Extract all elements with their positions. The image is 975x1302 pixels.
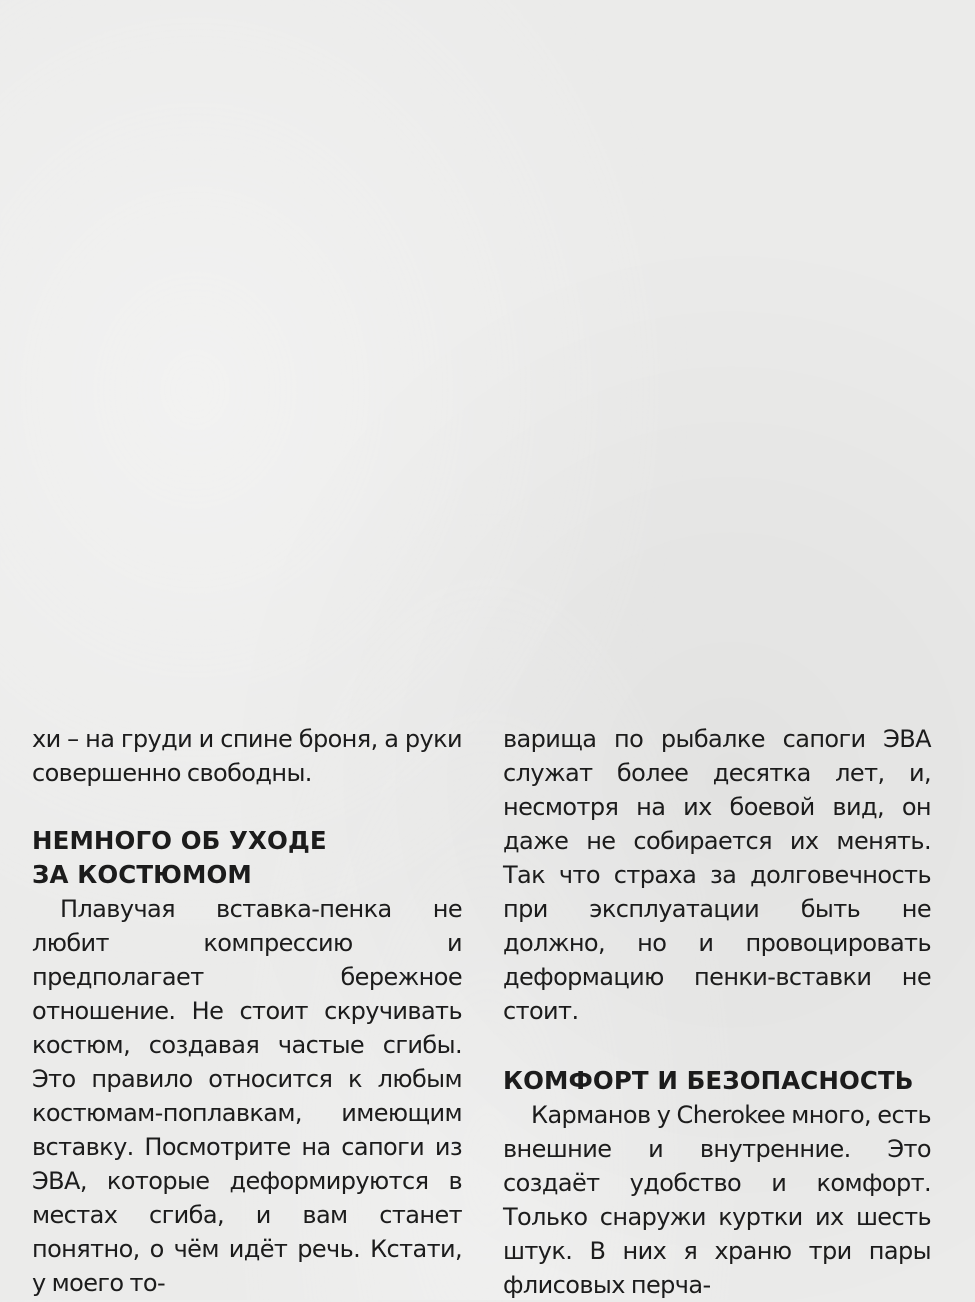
care-paragraph-start: Плавучая вставка-пенка не любит компрессию и предполагает бережное отношение. Не стоит скручивать костюм, создавая частые сгибы. Это правило относится к любым костюмам-поплавкам, имеющим вставку. Посмотрите на сапоги из ЭВА, которые деформируются в местах сгиба, и вам станет понятно, о чём идёт речь. Кстати, у моего то-: [32, 895, 462, 1297]
care-paragraph-continued: варища по рыбалке сапоги ЭВА служат более десятка лет, и, несмотря на их боевой вид, он даже не собирается их менять. Так что страха за долговечность при эксплуатации быть не должно, но и провоцировать деформацию пенки-вставки не стоит.: [503, 725, 931, 1025]
care-heading-line2: ЗА КОСТЮМОМ: [32, 860, 252, 889]
comfort-paragraph: Карманов у Cherokee много, есть внешние и внутренние. Это создаёт удобство и комфорт. Только снаружи куртки их шесть штук. В них я храню три пары флисовых перча-: [503, 1101, 931, 1299]
care-heading-line1: НЕМНОГО ОБ УХОДЕ: [32, 826, 327, 855]
intro-paragraph: хи – на груди и спине броня, а руки совершенно свободны.: [32, 725, 462, 787]
left-column: [32, 722, 462, 1300]
care-heading: [32, 824, 462, 892]
right-column: [503, 722, 931, 1302]
comfort-heading: КОМФОРТ И БЕЗОПАСНОСТЬ: [503, 1066, 914, 1095]
